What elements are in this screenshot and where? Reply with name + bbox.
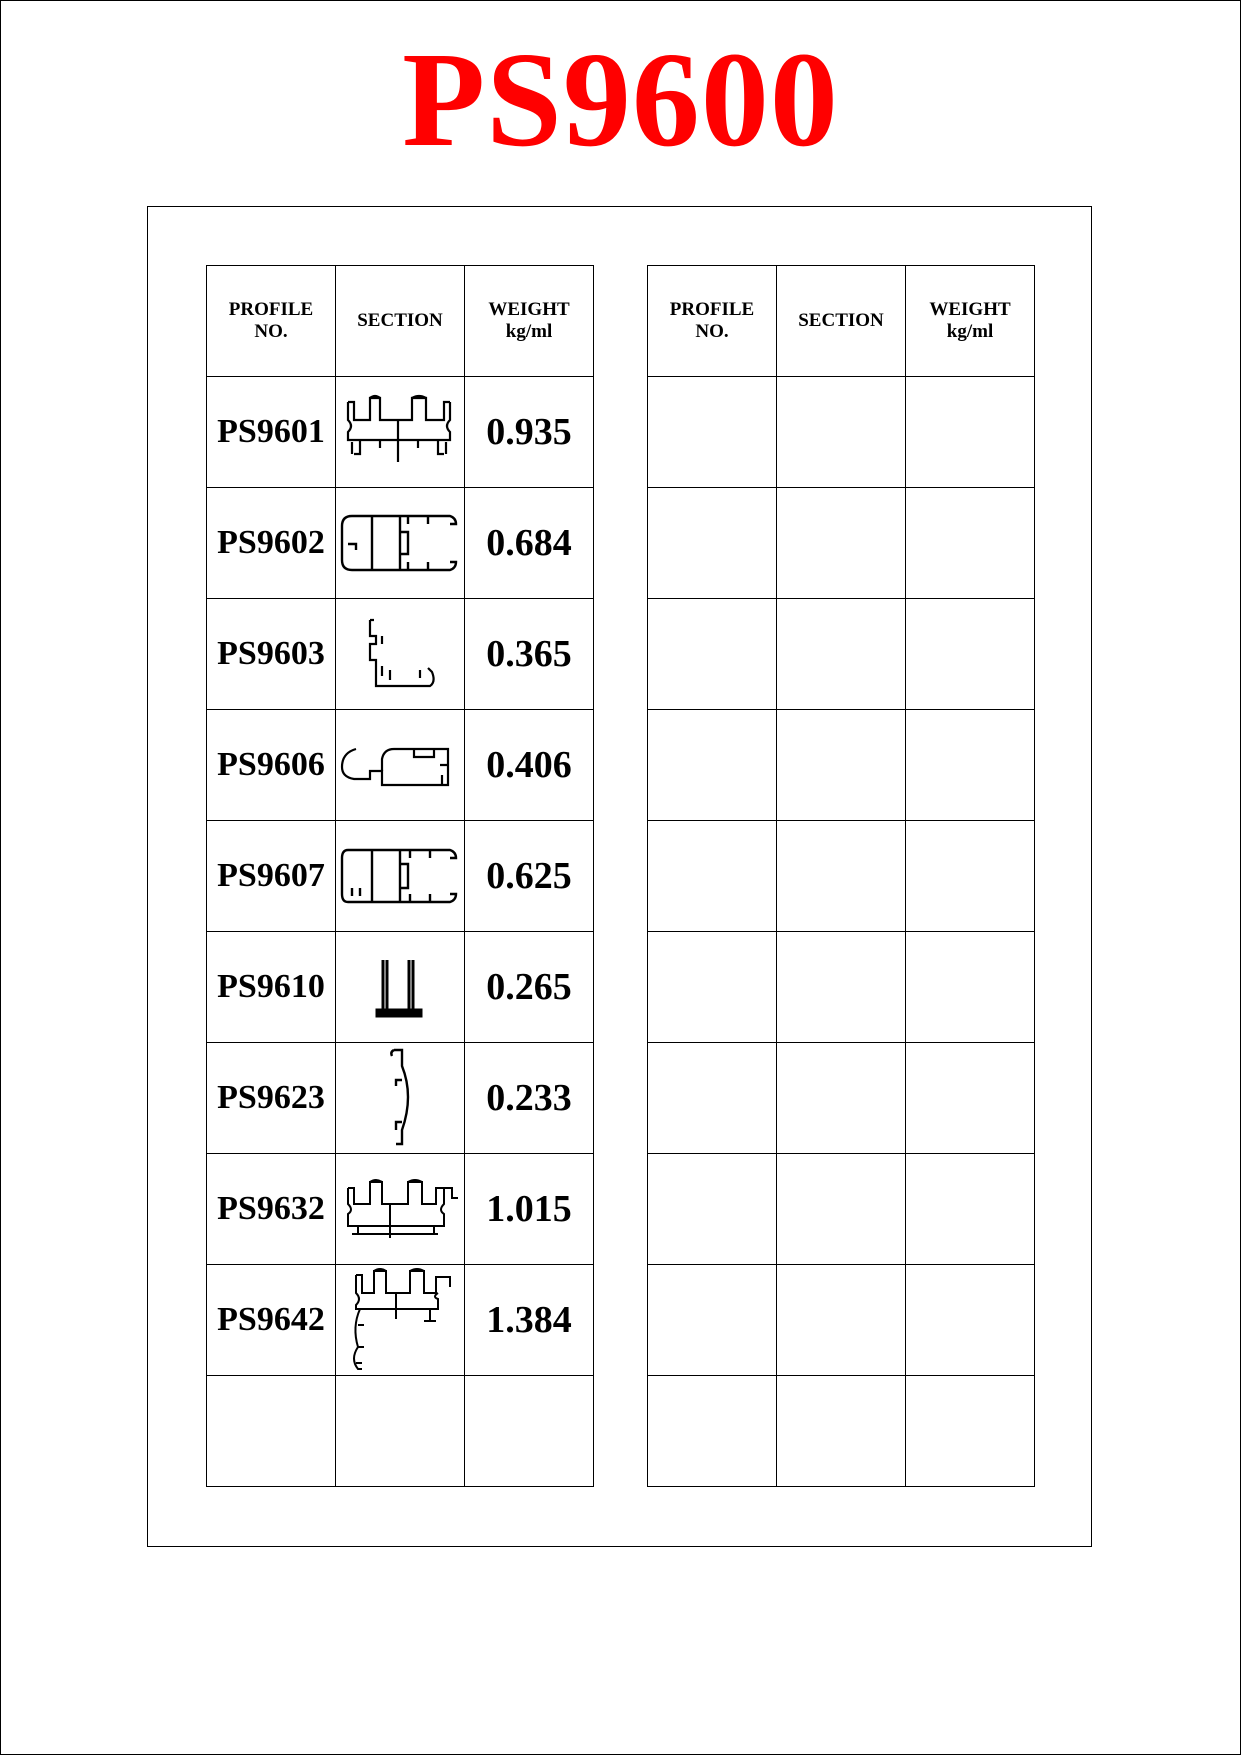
- table-row: [207, 932, 594, 1043]
- weight-value: 0.233: [465, 1043, 594, 1154]
- header-section-label: SECTION: [357, 310, 443, 331]
- empty-cell: [777, 599, 906, 710]
- ps9642-section-icon: [338, 1267, 462, 1373]
- empty-cell: [906, 1265, 1035, 1376]
- table-row: [648, 599, 1035, 710]
- table-row: [648, 377, 1035, 488]
- weight-value: 0.365: [465, 599, 594, 710]
- empty-cell: [336, 1376, 465, 1487]
- empty-cell: [906, 710, 1035, 821]
- empty-cell: [648, 710, 777, 821]
- header-weight-label: WEIGHT: [488, 299, 570, 320]
- empty-cell: [777, 1376, 906, 1487]
- header-no-label: NO.: [254, 321, 288, 342]
- profile-number: PS9601: [207, 377, 336, 488]
- empty-cell: [648, 932, 777, 1043]
- empty-cell: [648, 599, 777, 710]
- weight-value: 1.015: [465, 1154, 594, 1265]
- table-row: [207, 821, 594, 932]
- table-row: [207, 710, 594, 821]
- header-no-label: NO.: [695, 321, 729, 342]
- header-weight-label: WEIGHT: [929, 299, 1011, 320]
- header-unit-label: kg/ml: [505, 321, 553, 342]
- empty-cell: [777, 932, 906, 1043]
- table-row: [648, 932, 1035, 1043]
- empty-cell: [906, 1376, 1035, 1487]
- table-header-row: [207, 266, 594, 377]
- section-cell: [336, 710, 465, 821]
- table-row: [207, 377, 594, 488]
- weight-value: 0.265: [465, 932, 594, 1043]
- table-row: [207, 1265, 594, 1376]
- header-weight: [906, 266, 1035, 377]
- empty-cell: [906, 932, 1035, 1043]
- empty-cell: [648, 821, 777, 932]
- profile-number: PS9632: [207, 1154, 336, 1265]
- header-section: [777, 266, 906, 377]
- weight-value: 0.684: [465, 488, 594, 599]
- weight-value: 0.625: [465, 821, 594, 932]
- empty-cell: [906, 1043, 1035, 1154]
- section-cell: [336, 599, 465, 710]
- empty-cell: [777, 710, 906, 821]
- empty-cell: [777, 377, 906, 488]
- empty-cell: [465, 1376, 594, 1487]
- empty-cell: [906, 488, 1035, 599]
- empty-cell: [906, 599, 1035, 710]
- profile-number: PS9606: [207, 710, 336, 821]
- empty-cell: [777, 1154, 906, 1265]
- table-row: [648, 1376, 1035, 1487]
- weight-value: 0.406: [465, 710, 594, 821]
- ps9607-section-icon: [338, 844, 462, 908]
- profile-table-left: [206, 265, 594, 1487]
- table-row: [207, 1043, 594, 1154]
- section-cell: [336, 1043, 465, 1154]
- section-cell: [336, 932, 465, 1043]
- header-section-label: SECTION: [798, 310, 884, 331]
- header-profile-no: [648, 266, 777, 377]
- table-header-row: [648, 266, 1035, 377]
- profile-number: PS9610: [207, 932, 336, 1043]
- ps9602-section-icon: [338, 508, 462, 578]
- header-profile-label: PROFILE: [669, 299, 755, 320]
- empty-cell: [906, 821, 1035, 932]
- empty-cell: [777, 1043, 906, 1154]
- empty-cell: [648, 377, 777, 488]
- empty-cell: [648, 1154, 777, 1265]
- empty-cell: [906, 1154, 1035, 1265]
- empty-cell: [648, 1376, 777, 1487]
- profile-number: PS9623: [207, 1043, 336, 1154]
- ps9632-section-icon: [338, 1174, 462, 1244]
- profile-number: PS9642: [207, 1265, 336, 1376]
- empty-cell: [777, 488, 906, 599]
- table-row: [648, 488, 1035, 599]
- weight-value: 1.384: [465, 1265, 594, 1376]
- page-title: PS9600: [402, 25, 839, 175]
- header-section: [336, 266, 465, 377]
- empty-cell: [648, 1265, 777, 1376]
- header-profile-label: PROFILE: [228, 299, 314, 320]
- profile-number: PS9607: [207, 821, 336, 932]
- section-cell: [336, 1265, 465, 1376]
- ps9610-section-icon: [365, 952, 435, 1022]
- section-cell: [336, 1154, 465, 1265]
- table-row: [207, 599, 594, 710]
- table-row: [648, 710, 1035, 821]
- profile-number: PS9602: [207, 488, 336, 599]
- table-row: [648, 1043, 1035, 1154]
- profile-number: PS9603: [207, 599, 336, 710]
- ps9601-section-icon: [340, 392, 460, 472]
- table-row: [648, 1154, 1035, 1265]
- weight-value: 0.935: [465, 377, 594, 488]
- header-profile-no: [207, 266, 336, 377]
- section-cell: [336, 488, 465, 599]
- empty-cell: [777, 1265, 906, 1376]
- table-row: [207, 1376, 594, 1487]
- header-weight: [465, 266, 594, 377]
- header-unit-label: kg/ml: [946, 321, 994, 342]
- empty-cell: [906, 377, 1035, 488]
- ps9603-section-icon: [360, 614, 440, 694]
- profile-table-right: [647, 265, 1035, 1487]
- section-cell: [336, 377, 465, 488]
- table-row: [207, 1154, 594, 1265]
- ps9623-section-icon: [370, 1046, 430, 1150]
- empty-cell: [777, 821, 906, 932]
- empty-cell: [207, 1376, 336, 1487]
- table-row: [207, 488, 594, 599]
- section-cell: [336, 821, 465, 932]
- empty-cell: [648, 488, 777, 599]
- table-row: [648, 1265, 1035, 1376]
- ps9606-section-icon: [338, 735, 462, 795]
- empty-cell: [648, 1043, 777, 1154]
- table-row: [648, 821, 1035, 932]
